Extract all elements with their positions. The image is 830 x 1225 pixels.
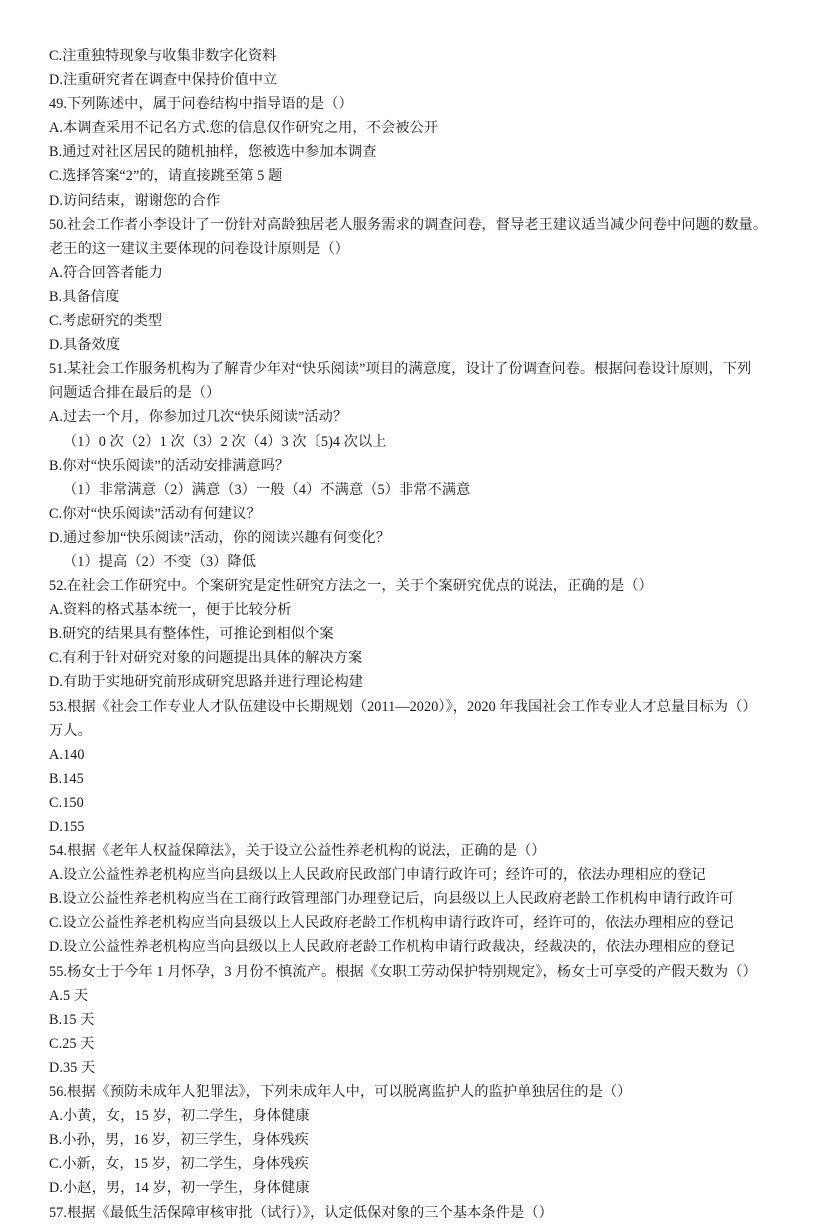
answer-option-line: C.150 bbox=[49, 794, 84, 811]
answer-option-line: C.考虑研究的类型 bbox=[49, 313, 163, 330]
question-stem-line: 52.在社会工作研究中。个案研究是定性研究方法之一，关于个案研究优点的说法，正确的是（） bbox=[49, 578, 653, 595]
answer-option-line: D.155 bbox=[49, 819, 85, 835]
answer-option-line: D.注重研究者在调查中保持价值中立 bbox=[49, 72, 278, 89]
answer-option-line: D.有助于实地研究前形成研究思路并进行理论构建 bbox=[49, 674, 364, 691]
question-stem-continuation-line: 问题适合排在最后的是（） bbox=[49, 385, 221, 402]
question-stem-line: 54.根据《老年人权益保障法》，关于设立公益性养老机构的说法，正确的是（） bbox=[49, 843, 546, 860]
answer-option-line: B.具备信度 bbox=[49, 288, 120, 305]
question-stem-line: 51.某社会工作服务机构为了解青少年对“快乐阅读”项目的满意度，设计了份调查问卷。根据问卷设计原则，下列 bbox=[49, 361, 752, 378]
answer-option-line: A.5 天 bbox=[49, 987, 89, 1004]
answer-choice-enumeration-line: （1）0 次（2）1 次（3）2 次（4）3 次〔5)4 次以上 bbox=[63, 433, 387, 450]
answer-option-line: D.设立公益性养老机构应当向县级以上人民政府老龄工作机构申请行政裁决，经裁决的，依法办理相应的登记 bbox=[49, 939, 735, 956]
answer-choice-enumeration-line: （1）提高（2）不变（3）降低 bbox=[63, 553, 257, 570]
answer-option-line: D.通过参加“快乐阅读”活动，你的阅读兴趣有何变化？ bbox=[49, 529, 391, 546]
answer-option-line: B.15 天 bbox=[49, 1011, 95, 1028]
answer-option-line: D.访问结束，谢谢您的合作 bbox=[49, 192, 221, 209]
document-text-body bbox=[49, 44, 809, 1225]
answer-option-line: D.小赵，男，14 岁，初一学生，身体健康 bbox=[49, 1180, 310, 1197]
answer-option-line: B.通过对社区居民的随机抽样，您被选中参加本调查 bbox=[49, 144, 377, 161]
answer-option-line: A.小黄，女，15 岁，初二学生，身体健康 bbox=[49, 1108, 310, 1125]
answer-option-line: A.过去一个月，你参加过几次“快乐阅读”活动？ bbox=[49, 409, 348, 426]
answer-option-line: C.注重独特现象与收集非数字化资料 bbox=[49, 48, 277, 64]
answer-option-line: C.设立公益性养老机构应当向县级以上人民政府老龄工作机构申请行政许可，经许可的，依法办理相应的登记 bbox=[49, 915, 734, 932]
question-stem-line: 57.根据《最低生活保障审核审批（试行）》，认定低保对象的三个基本条件是（） bbox=[49, 1204, 553, 1221]
answer-option-line: B.小孙，男，16 岁，初三学生，身体残疾 bbox=[49, 1132, 309, 1149]
question-stem-line: 50.社会工作者小李设计了一份针对高龄独居老人服务需求的调查问卷，督导老王建议适当减少问卷中问题的数量。 bbox=[49, 216, 768, 233]
answer-option-line: A.资料的格式基本统一，便于比较分析 bbox=[49, 602, 292, 619]
answer-option-line: C.有利于针对研究对象的问题提出具体的解决方案 bbox=[49, 650, 363, 667]
answer-option-line: D.具备效度 bbox=[49, 337, 121, 354]
answer-option-line: A.140 bbox=[49, 746, 85, 763]
question-stem-line: 49.下列陈述中，属于问卷结构中指导语的是（） bbox=[49, 96, 353, 113]
answer-option-line: B.145 bbox=[49, 770, 84, 787]
answer-option-line: A.本调查采用不记名方式.您的信息仅作研究之用，不会被公开 bbox=[49, 120, 439, 137]
answer-option-line: C.选择答案“2”的，请直接跳至第 5 题 bbox=[49, 168, 283, 185]
answer-choice-enumeration-line: （1）非常满意（2）满意（3）一般（4）不满意（5）非常不满意 bbox=[63, 481, 471, 498]
answer-option-line: B.你对“快乐阅读”的活动安排满意吗？ bbox=[49, 457, 290, 474]
answer-option-line: B.设立公益性养老机构应当在工商行政管理部门办理登记后，向县级以上人民政府老龄工作机构申请行政许可 bbox=[49, 891, 734, 908]
question-stem-continuation-line: 老王的这一建议主要体现的问卷设计原则是（） bbox=[49, 240, 350, 257]
answer-option-line: B.研究的结果具有整体性，可推论到相似个案 bbox=[49, 626, 334, 643]
question-stem-line: 55.杨女士于今年 1 月怀孕，3 月份不慎流产。根据《女职工劳动保护特别规定》，杨女士可享受的产假天数为（） bbox=[49, 963, 757, 980]
answer-option-line: C.你对“快乐阅读”活动有何建议？ bbox=[49, 505, 261, 522]
question-stem-line: 53.根据《社会工作专业人才队伍建设中长期规划（2011—2020）》，2020 年我国社会工作专业人才总量目标为（） bbox=[49, 698, 757, 715]
question-stem-continuation-line: 万人。 bbox=[49, 722, 92, 739]
answer-option-line: C.25 天 bbox=[49, 1035, 95, 1052]
question-stem-line: 56.根据《预防未成年人犯罪法》，下列未成年人中，可以脱离监护人的监护单独居住的是（） bbox=[49, 1084, 632, 1101]
answer-option-line: D.35 天 bbox=[49, 1059, 96, 1076]
answer-option-line: A.设立公益性养老机构应当向县级以上人民政府民政部门申请行政许可；经许可的，依法办理相应的登记 bbox=[49, 867, 706, 884]
answer-option-line: A.符合回答者能力 bbox=[49, 264, 164, 281]
answer-option-line: C.小新，女，15 岁，初二学生，身体残疾 bbox=[49, 1156, 309, 1173]
